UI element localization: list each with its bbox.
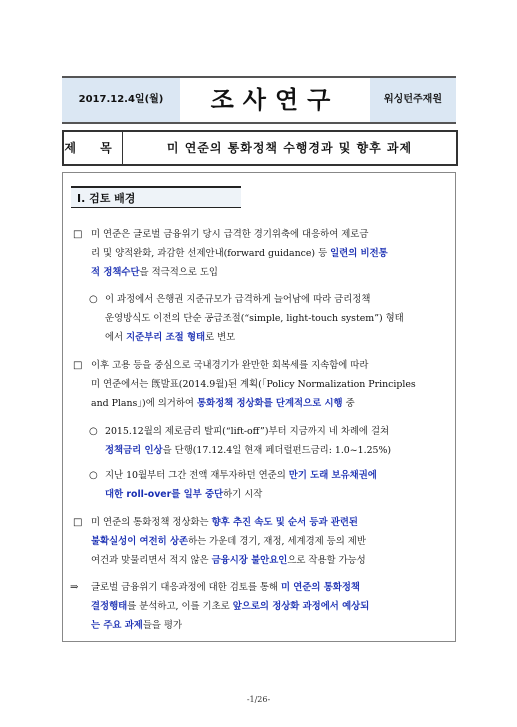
report-type-title: 조사연구 <box>210 86 340 114</box>
sub-bullet-2-line-2: 정책금리 인상을 단행(17.12.4일 현재 페더럴펀드금리: 1.0~1.25%) <box>105 445 392 456</box>
circle-bullet-icon: ○ <box>89 426 98 437</box>
bullet-1-line-2: 리 및 양적완화, 과감한 선제안내(forward guidance) 등 일련의 비전통 <box>91 248 388 259</box>
square-bullet-icon: □ <box>73 229 83 240</box>
bullet-3-line-1: 미 연준의 통화정책 정상화는 향후 추진 속도 및 순서 등과 관련된 <box>91 517 358 528</box>
report-header <box>62 76 456 124</box>
bullet-2-line-2: 미 연준에서는 旣발표(2014.9월)된 계획(｢Policy Normalization Principles <box>91 379 416 390</box>
report-date: 2017.12.4일(월) <box>62 78 180 122</box>
sub-bullet-3-line-2: 대한 roll-over를 일부 중단하기 시작 <box>105 489 263 500</box>
sub-bullet-1-line-3: 에서 지준부리 조절 형태로 변모 <box>105 332 236 343</box>
bullet-2-line-1: 이후 고용 등을 중심으로 국내경기가 완만한 회복세를 지속함에 따라 <box>91 360 369 371</box>
circle-bullet-icon: ○ <box>89 294 98 305</box>
section-heading: Ⅰ. 검토 배경 <box>71 186 241 208</box>
bullet-1-line-3: 적 정책수단을 적극적으로 도입 <box>91 267 218 278</box>
bullet-2-line-3: and Plans｣)에 의거하여 통화정책 정상화를 단계적으로 시행 중 <box>91 398 355 409</box>
conclusion-line-3: 는 주요 과제들을 평가 <box>91 620 183 631</box>
circle-bullet-icon: ○ <box>89 470 98 481</box>
conclusion-line-1: 글로벌 금융위기 대응과정에 대한 검토를 통해 미 연준의 통화정책 <box>91 582 360 593</box>
implies-arrow-icon: ⇒ <box>70 582 79 593</box>
sub-bullet-2-line-1: 2015.12월의 제로금리 탈피(“lift-off”)부터 지금까지 네 차례에 걸쳐 <box>105 426 390 437</box>
subject-label: 제 목 <box>64 132 123 164</box>
square-bullet-icon: □ <box>73 360 83 371</box>
square-bullet-icon: □ <box>73 517 83 528</box>
subject-title: 미 연준의 통화정책 수행경과 및 향후 과제 <box>166 141 413 155</box>
conclusion-line-2: 결정행태를 분석하고, 이를 기초로 앞으로의 정상화 과정에서 예상되 <box>91 601 370 612</box>
page-number: -1/26- <box>246 695 271 704</box>
sub-bullet-1-line-1: 이 과정에서 은행권 지준규모가 급격하게 늘어남에 따라 금리정책 <box>105 294 371 305</box>
bullet-3-line-2: 불확실성이 여전히 상존하는 가운데 경기, 재정, 세계경제 등의 제반 <box>91 536 366 547</box>
bullet-3-line-3: 여건과 맞물리면서 적지 않은 금융시장 불안요인으로 작용할 가능성 <box>91 555 366 566</box>
report-office: 워싱턴주재원 <box>370 78 456 122</box>
subject-box <box>62 130 458 166</box>
sub-bullet-3-line-1: 지난 10월부터 그간 전액 재투자하던 연준의 만기 도래 보유채권에 <box>105 470 377 481</box>
sub-bullet-1-line-2: 운영방식도 이전의 단순 공급조절(“simple, light-touch system”) 형태 <box>105 313 404 324</box>
bullet-1-line-1: 미 연준은 글로벌 금융위기 당시 급격한 경기위축에 대응하여 제로금 <box>91 229 369 240</box>
